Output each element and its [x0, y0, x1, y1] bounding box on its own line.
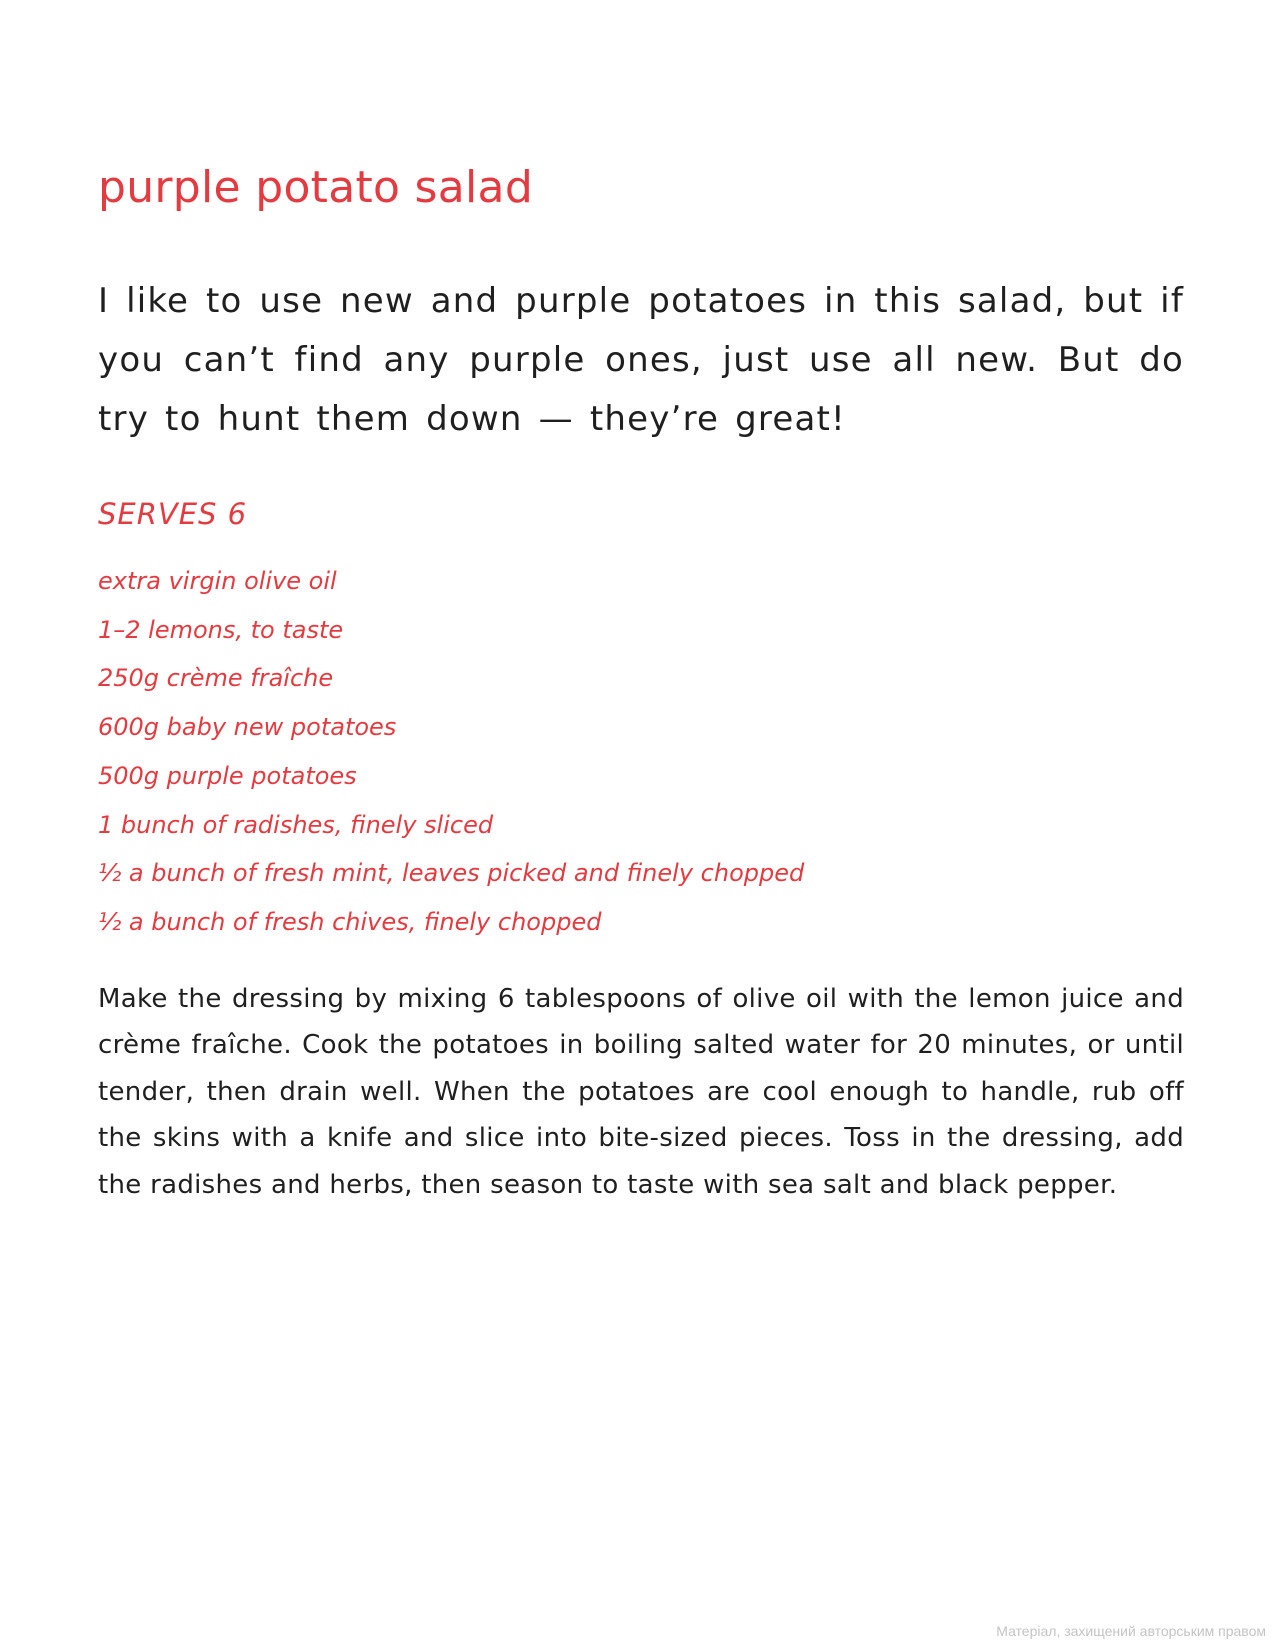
- ingredient-item: 250g crème fraîche: [98, 664, 334, 693]
- ingredient-item: 500g purple potatoes: [98, 761, 357, 790]
- ingredient-item: 600g baby new potatoes: [98, 713, 397, 742]
- ingredient-item: 1 bunch of radishes, finely sliced: [98, 810, 494, 839]
- recipe-title: purple potato salad: [98, 162, 534, 213]
- copyright-watermark: Матеріал, захищений авторським правом: [996, 1623, 1266, 1639]
- recipe-method: Make the dressing by mixing 6 tablespoons of olive oil with the lemon juice and crème fraîche. Cook the potatoes in boiling salted water for 20 minutes, or until tender, then drain well. When the potatoes are cool enough to handle, rub off the skins with a knife and slice into bite-sized pieces. Toss in the dressing, add the radishes and herbs, then season to taste with sea salt and black pepper.: [98, 984, 1184, 1200]
- ingredient-list: [98, 557, 804, 947]
- ingredient-item: 1–2 lemons, to taste: [98, 615, 344, 644]
- ingredient-item: ½ a bunch of fresh chives, finely chopped: [98, 907, 602, 936]
- recipe-intro: I like to use new and purple potatoes in this salad, but if you can’t find any purple ones, just use all new. But do try to hunt them down — they’re great!: [98, 281, 1184, 439]
- ingredient-item: extra virgin olive oil: [98, 567, 337, 595]
- serves-label: SERVES 6: [98, 497, 248, 531]
- ingredient-item: ½ a bunch of fresh mint, leaves picked and finely chopped: [98, 859, 805, 888]
